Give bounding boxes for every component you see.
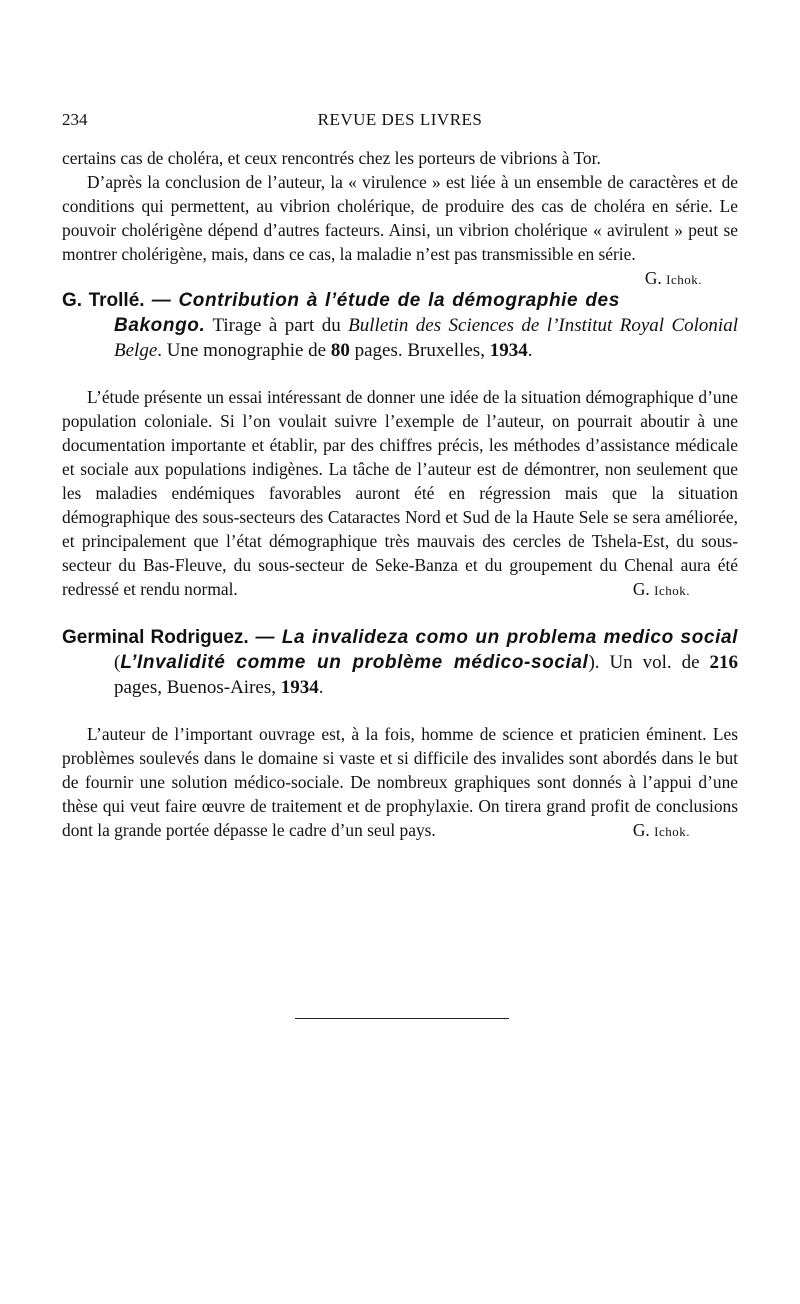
signature-name: Ichok. (654, 824, 690, 839)
review-text: L’étude présente un essai intéressant de donner une idée de la situation démographique d’une population coloniale. Si l’on voulait suivre l’exemple de l’auteur, on pourrait aboutir à une documentation importante et établir, par des chiffres précis, les méthodes d’assistance médicale et sociale aux populations indigènes. La tâche de l’auteur est de démontrer, non seulement que les maladies endémiques favorables auront été en régression mais que la situation démographique des sous-secteurs des Cataractes Nord et Sud de la Haute Sele se sera améliorée, et principalement que l’état démographique très mauvais des cercles de Tshela-Est, du sous-secteur du Bas-Fleuve, du sous-secteur de Seke-Banza et du groupement du Chenal aura été redressé et rendu normal. (62, 387, 738, 599)
signature-initial: G. (632, 579, 655, 599)
publication-detail: . Une monographie de (157, 340, 331, 361)
signature-name: Ichok. (666, 272, 702, 287)
page-number: 234 (62, 110, 88, 129)
signature (608, 577, 690, 603)
review-title: La invalideza como un problema medico social (281, 627, 739, 648)
review-paragraph (62, 385, 738, 601)
review-dash: — (248, 627, 282, 648)
review-dash: — (144, 290, 179, 311)
publication-prefix: Tirage à part du (205, 315, 349, 336)
publication-place: pages, Buenos-Aires, (114, 677, 281, 698)
publication-year: 1934 (489, 340, 528, 361)
signature-name: Ichok. (654, 583, 690, 598)
review-title: Contribution à l’étude de la démographie des Bakongo. (114, 290, 620, 336)
review-author: Germinal Rodriguez. (62, 627, 249, 648)
review-heading (62, 288, 738, 363)
continuation-paragraph (62, 170, 738, 288)
publication-journal: Bulletin des Sciences de l’Institut Royal Colonial Belge (114, 315, 738, 361)
review-title-translation: L’Invalidité comme un problème médico-social (120, 652, 589, 673)
signature-initial: G. (644, 268, 667, 288)
continuation-line: certains cas de choléra, et ceux rencontrés chez les porteurs de vibrions à Tor. (62, 148, 601, 168)
publication-year: 1934 (280, 677, 319, 698)
signature-initial: G. (632, 820, 655, 840)
page-count: 80 (330, 340, 350, 361)
signature (608, 818, 690, 844)
publication-place: pages. Bruxelles, (349, 340, 490, 361)
review-text: L’auteur de l’important ouvrage est, à la fois, homme de science et praticien éminent. Les problèmes soulevés dans le domaine si vaste et si difficile des invalides sont abordés dans le but de fournir une solution médico-sociale. De nombreux graphiques sont donnés à l’appui d’une thèse qui veut faire œuvre de traitement et de prophylaxie. On tirera grand profit de conclusions dont la grande portée dépasse le cadre d’un seul pays. (62, 724, 738, 840)
continuation-body: D’après la conclusion de l’auteur, la « virulence » est liée à un ensemble de caractères et de conditions qui permettent, au vibrion cholérique, de produire des cas de choléra en série. Le pouvoir cholérigène dépend d’autres facteurs. Ainsi, un vibrion cholérique « avirulent » peut se montrer cholérigène, mais, dans ce cas, la maladie n’est pas transmissible en série. (62, 172, 738, 264)
running-title: REVUE DES LIVRES (317, 110, 483, 129)
page (62, 110, 738, 844)
end-rule (295, 1018, 509, 1019)
running-head (62, 110, 738, 134)
review-body (62, 722, 738, 842)
publication-end: . (318, 677, 324, 698)
signature (620, 266, 702, 292)
publication-end: . (527, 340, 533, 361)
review-author: G. Trollé. (62, 290, 145, 311)
review-paragraph (62, 722, 738, 842)
review-heading (62, 625, 738, 700)
continuation-section (62, 146, 738, 288)
paren-open: ( (114, 652, 121, 673)
publication-detail: ). Un vol. de (588, 652, 710, 673)
page-count: 216 (709, 652, 738, 673)
review-body (62, 385, 738, 601)
